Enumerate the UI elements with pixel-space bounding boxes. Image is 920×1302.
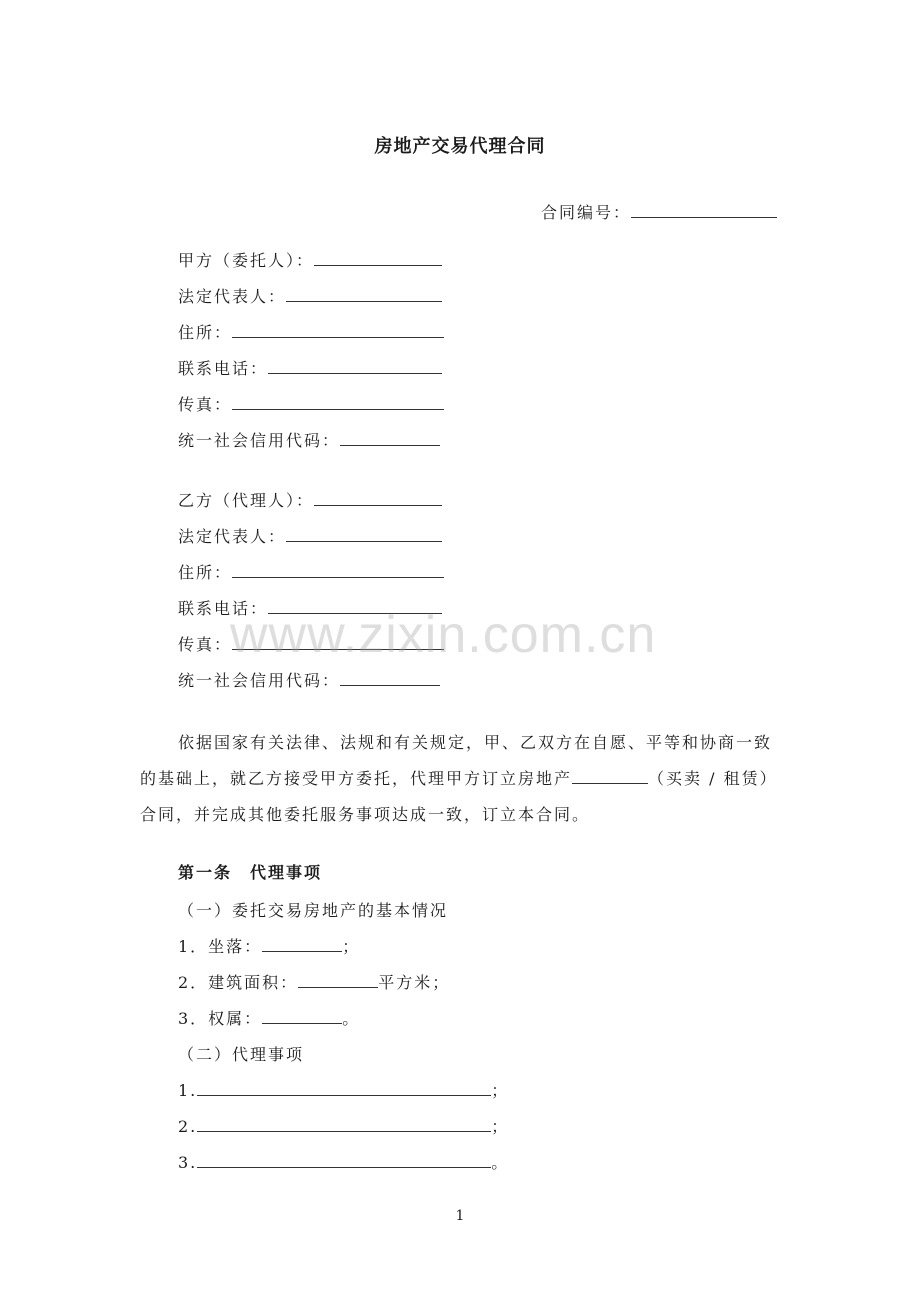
- party-a-address-blank[interactable]: [232, 323, 444, 338]
- party-b-heading: 乙方（代理人）：: [178, 491, 315, 510]
- agency-item-3-num: 3.: [178, 1153, 198, 1172]
- location-blank[interactable]: [262, 937, 342, 952]
- ownership-label: 3．权属：: [178, 1009, 263, 1028]
- contract-number-label: 合同编号：: [541, 203, 632, 222]
- ownership-end: 。: [342, 1009, 361, 1028]
- location-label: 1．坐落：: [178, 937, 263, 956]
- party-a-phone-line: [178, 356, 442, 379]
- article-1-item-ownership: [178, 1006, 360, 1029]
- article-1-sub-2: （二）代理事项: [178, 1045, 305, 1064]
- party-a-rep-line: [178, 284, 442, 307]
- agency-item-1: [178, 1078, 509, 1101]
- party-a-address-label: 住所：: [178, 323, 233, 342]
- party-a-heading-line: [178, 248, 442, 271]
- agency-item-2-num: 2.: [178, 1117, 198, 1136]
- party-a-heading: 甲方（委托人）：: [178, 251, 315, 270]
- transaction-type-blank[interactable]: [572, 769, 648, 784]
- party-b-rep-label: 法定代表人：: [178, 527, 287, 546]
- agency-item-1-num: 1.: [178, 1081, 198, 1100]
- party-a-credit-label: 统一社会信用代码：: [178, 431, 341, 450]
- agency-item-3-blank[interactable]: [197, 1153, 491, 1168]
- area-label: 2．建筑面积：: [178, 973, 299, 992]
- preamble-line-2-options: （买卖 / 租赁）: [648, 769, 778, 788]
- preamble-line-1: 依据国家有关法律、法规和有关规定，甲、乙双方在自愿、平等和协商一致: [178, 733, 773, 752]
- contract-number-blank[interactable]: [631, 203, 777, 218]
- party-a-rep-label: 法定代表人：: [178, 287, 287, 306]
- party-b-fax-label: 传真：: [178, 635, 233, 654]
- party-a-fax-blank[interactable]: [232, 395, 444, 410]
- party-a-fax-label: 传真：: [178, 395, 233, 414]
- area-blank[interactable]: [298, 973, 378, 988]
- party-a-rep-blank[interactable]: [286, 287, 442, 302]
- party-a-phone-blank[interactable]: [268, 359, 442, 374]
- party-b-name-blank[interactable]: [314, 491, 442, 506]
- party-a-credit-line: [178, 428, 440, 451]
- preamble-line-2: [140, 766, 778, 789]
- party-b-credit-label: 统一社会信用代码：: [178, 671, 341, 690]
- location-end: ；: [342, 937, 361, 956]
- agency-item-3-end: 。: [491, 1153, 510, 1172]
- party-a-address-line: [178, 320, 444, 343]
- party-b-address-blank[interactable]: [232, 563, 444, 578]
- agency-item-1-end: ；: [491, 1081, 510, 1100]
- agency-item-2-blank[interactable]: [197, 1117, 491, 1132]
- party-a-credit-blank[interactable]: [340, 431, 440, 446]
- article-1-item-area: [178, 970, 450, 993]
- agency-item-2-end: ；: [491, 1117, 510, 1136]
- party-a-fax-line: [178, 392, 444, 415]
- party-b-rep-blank[interactable]: [286, 527, 442, 542]
- ownership-blank[interactable]: [262, 1009, 342, 1024]
- party-b-address-line: [178, 560, 444, 583]
- party-b-credit-blank[interactable]: [340, 671, 440, 686]
- party-b-credit-line: [178, 668, 440, 691]
- preamble-line-3: 合同，并完成其他委托服务事项达成一致，订立本合同。: [140, 805, 591, 824]
- agency-item-3: [178, 1150, 509, 1173]
- contract-number-line: [541, 200, 777, 223]
- party-b-phone-label: 联系电话：: [178, 599, 269, 618]
- preamble-line-2-text: 的基础上，就乙方接受甲方委托，代理甲方订立房地产: [140, 769, 573, 788]
- agency-item-2: [178, 1114, 509, 1137]
- agency-item-1-blank[interactable]: [197, 1081, 491, 1096]
- party-a-phone-label: 联系电话：: [178, 359, 269, 378]
- watermark: www.zixin.com.cn: [230, 606, 657, 664]
- party-a-name-blank[interactable]: [314, 251, 442, 266]
- document-title: 房地产交易代理合同: [374, 136, 546, 157]
- party-b-heading-line: [178, 488, 442, 511]
- party-b-rep-line: [178, 524, 442, 547]
- page-number: 1: [455, 1208, 465, 1224]
- area-end: 平方米；: [378, 973, 451, 992]
- party-b-address-label: 住所：: [178, 563, 233, 582]
- article-1-item-location: [178, 934, 360, 957]
- article-1-heading: 第一条 代理事项: [178, 863, 323, 882]
- article-1-sub-1: （一）委托交易房地产的基本情况: [178, 901, 449, 920]
